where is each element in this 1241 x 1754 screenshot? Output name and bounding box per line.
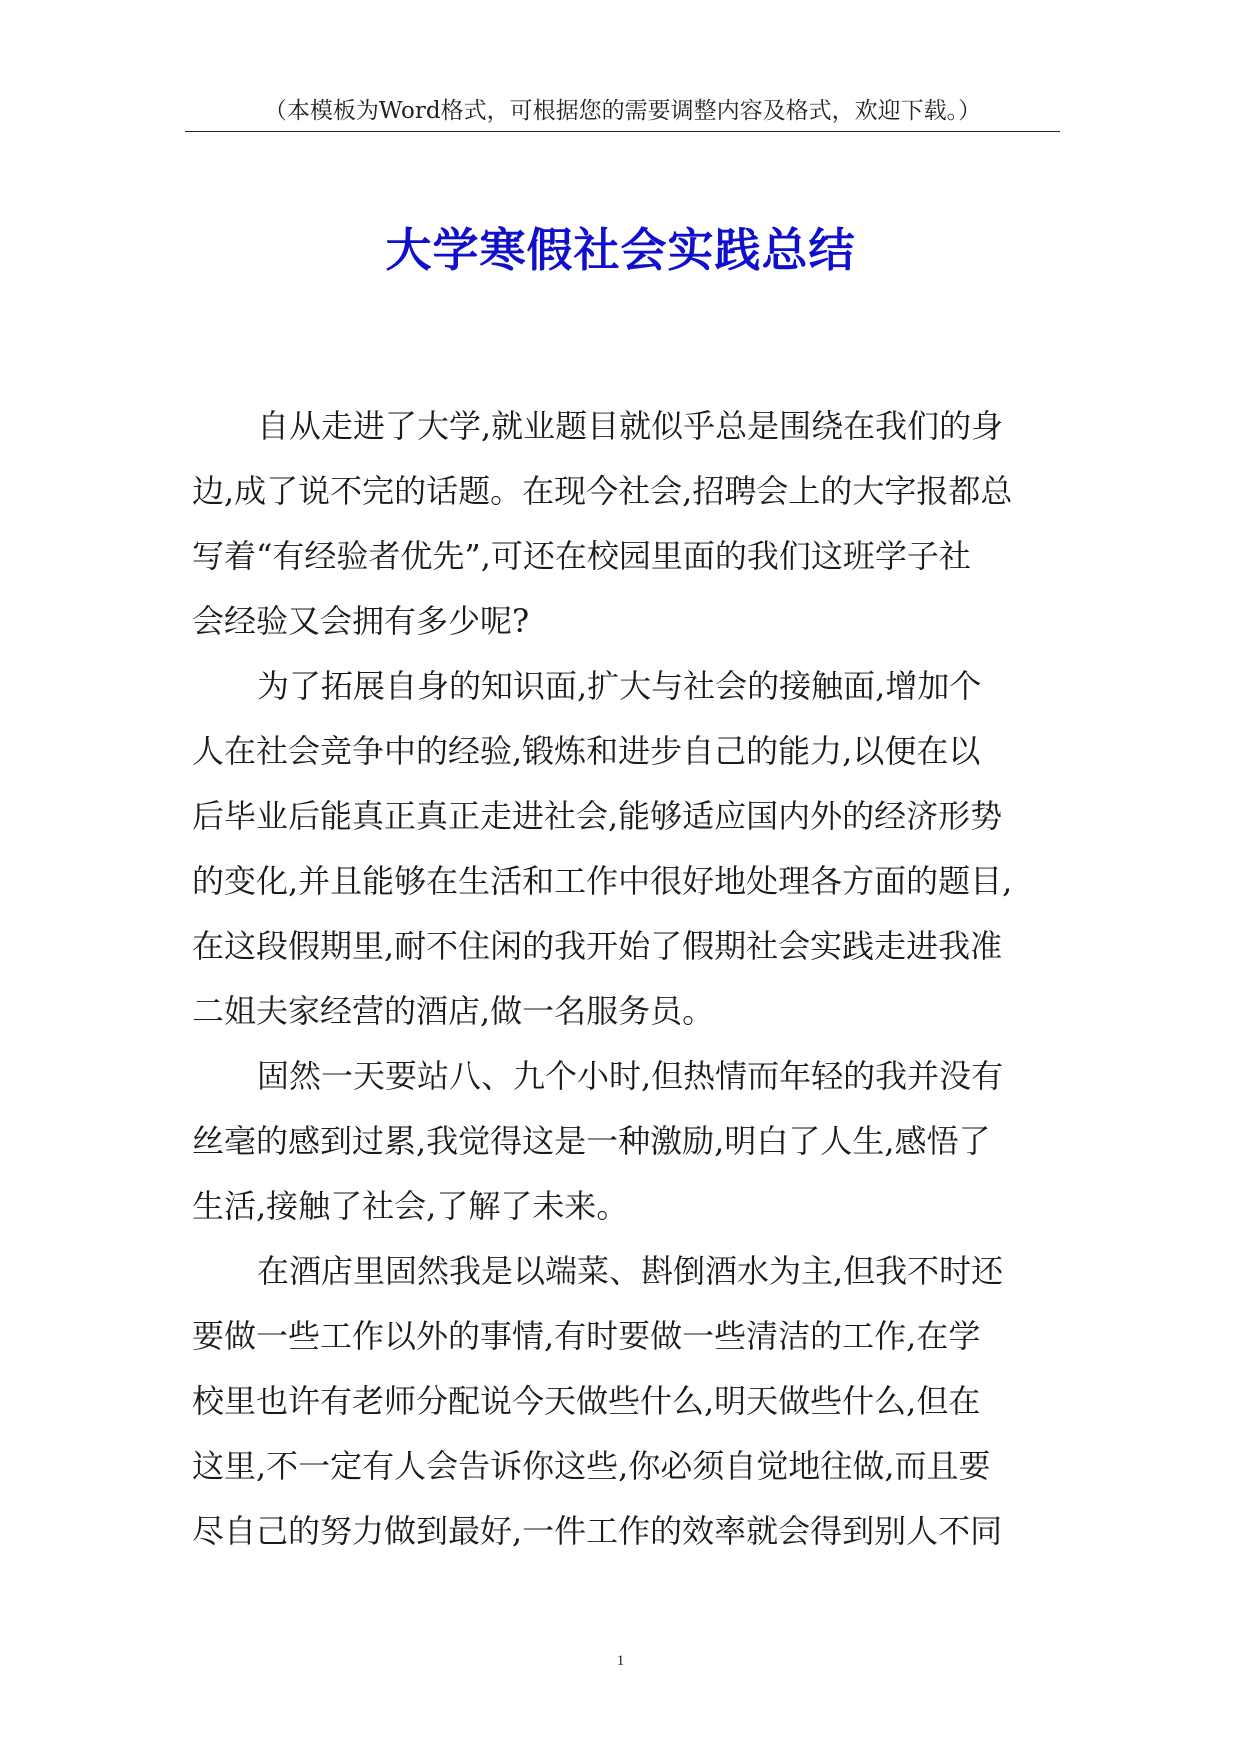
body-line: 会经验又会拥有多少呢? <box>192 602 530 640</box>
body-line: 这里,不一定有人会告诉你这些,你必须自觉地往做,而且要 <box>192 1447 991 1485</box>
body-line: 在酒店里固然我是以端菜、斟倒酒水为主,但我不时还 <box>257 1252 1004 1290</box>
body-line: 自从走进了大学,就业题目就似乎总是围绕在我们的身 <box>257 407 1004 445</box>
body-line: 写着“有经验者优先”,可还在校园里面的我们这班学子社 <box>192 537 971 575</box>
body-line: 边,成了说不完的话题。在现今社会,招聘会上的大字报都总 <box>192 472 1013 510</box>
body-line: 尽自己的努力做到最好,一件工作的效率就会得到别人不同 <box>192 1512 1003 1550</box>
body-line: 丝毫的感到过累,我觉得这是一种激励,明白了人生,感悟了 <box>192 1122 991 1160</box>
body-line: 生活,接触了社会,了解了未来。 <box>192 1187 629 1225</box>
body-line: 人在社会竞争中的经验,锻炼和进步自己的能力,以便在以 <box>192 732 981 770</box>
body-line: 为了拓展自身的知识面,扩大与社会的接触面,增加个 <box>257 667 982 705</box>
body-line: 后毕业后能真正真正走进社会,能够适应国内外的经济形势 <box>192 797 1003 835</box>
body-line: 校里也许有老师分配说今天做些什么,明天做些什么,但在 <box>192 1382 981 1420</box>
page-number: 1 <box>616 1653 625 1669</box>
body-line: 要做一些工作以外的事情,有时要做一些清洁的工作,在学 <box>192 1317 981 1355</box>
body-line: 在这段假期里,耐不住闲的我开始了假期社会实践走进我准 <box>192 927 1003 965</box>
body-line: 二姐夫家经营的酒店,做一名服务员。 <box>192 992 715 1030</box>
body-line: 固然一天要站八、九个小时,但热情而年轻的我并没有 <box>257 1057 1004 1095</box>
document-body <box>192 394 1082 1564</box>
body-line: 的变化,并且能够在生活和工作中很好地处理各方面的题目, <box>192 862 1013 900</box>
header-note: （本模板为Word格式，可根据您的需要调整内容及格式，欢迎下载。） <box>263 98 982 124</box>
header-divider <box>185 131 1060 132</box>
document-title: 大学寒假社会实践总结 <box>385 223 856 277</box>
